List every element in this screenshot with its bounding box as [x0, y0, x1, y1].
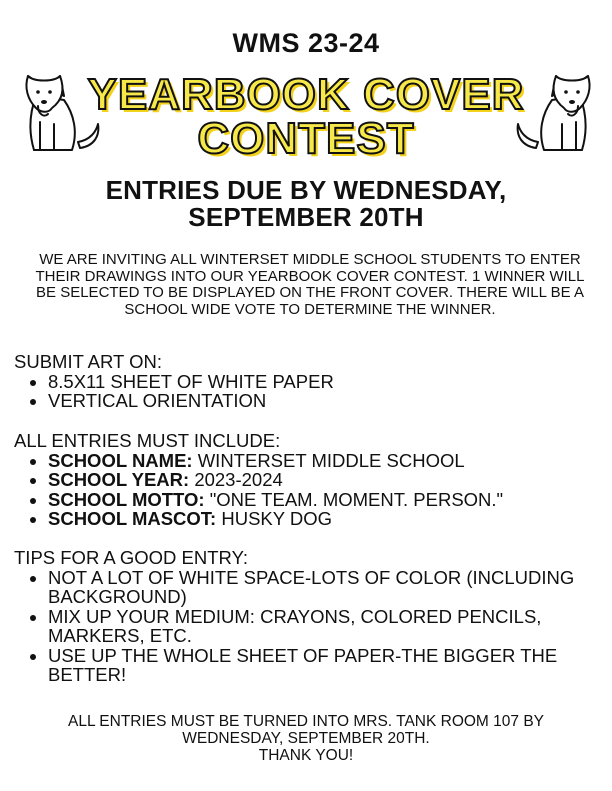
list-item: [48, 470, 604, 490]
intro-paragraph: WE ARE INVITING ALL WINTERSET MIDDLE SCHOOL STUDENTS TO ENTER THEIR DRAWINGS INTO OUR YEARBOOK COVER CONTEST. 1 WINNER WILL BE SELECTED TO BE DISPLAYED ON THE FRONT COVER. THERE WILL BE A SCHOOL WIDE VOTE TO DETERMINE THE WINNER.: [35, 251, 585, 318]
include-value: WINTERSET MIDDLE SCHOOL: [197, 449, 465, 471]
include-heading: ALL ENTRIES MUST INCLUDE:: [14, 430, 281, 451]
list-item: • USE UP THE WHOLE SHEET OF PAPER-THE BIGGER THE BETTER!: [48, 646, 604, 685]
include-list: [14, 451, 604, 529]
include-value: "ONE TEAM. MOMENT. PERSON.": [209, 488, 504, 510]
include-label: SCHOOL MOTTO:: [48, 488, 205, 510]
footer-note: [20, 713, 592, 764]
include-section: [14, 431, 604, 529]
list-item: • VERTICAL ORIENTATION: [48, 391, 604, 411]
due-line1: ENTRIES DUE BY WEDNESDAY,: [105, 175, 507, 205]
list-item: • MIX UP YOUR MEDIUM: CRAYONS, COLORED PENCILS, MARKERS, ETC.: [48, 607, 604, 646]
footer-line3: THANK YOU!: [258, 747, 354, 764]
footer-line1: ALL ENTRIES MUST BE TURNED INTO MRS. TANK ROOM 107 BY: [67, 713, 544, 730]
list-item: [48, 509, 604, 529]
include-label: SCHOOL MASCOT:: [48, 508, 217, 529]
due-date-heading: [0, 177, 612, 231]
include-value: HUSKY DOG: [221, 508, 333, 529]
list-item: [48, 490, 604, 510]
school-year-title: WMS 23-24: [232, 28, 380, 58]
submit-list: [14, 372, 604, 411]
include-label: SCHOOL NAME:: [48, 449, 193, 471]
tips-section: [14, 548, 604, 685]
due-line2: SEPTEMBER 20TH: [188, 202, 424, 232]
banner-title-line2: CONTEST: [197, 114, 415, 163]
footer-line2: WEDNESDAY, SEPTEMBER 20TH.: [182, 730, 430, 747]
include-label: SCHOOL YEAR:: [48, 469, 190, 490]
tips-list: [14, 568, 604, 685]
tips-heading: TIPS FOR A GOOD ENTRY:: [14, 547, 249, 568]
banner-title-line1: YEARBOOK COVER: [87, 70, 525, 119]
include-value: 2023-2024: [194, 469, 283, 490]
submit-heading: SUBMIT ART ON:: [14, 351, 163, 372]
list-item: [48, 451, 604, 471]
submit-section: [14, 352, 604, 411]
list-item: • NOT A LOT OF WHITE SPACE-LOTS OF COLOR (INCLUDING BACKGROUND): [48, 568, 604, 607]
list-item: • 8.5X11 SHEET OF WHITE PAPER: [48, 372, 604, 392]
